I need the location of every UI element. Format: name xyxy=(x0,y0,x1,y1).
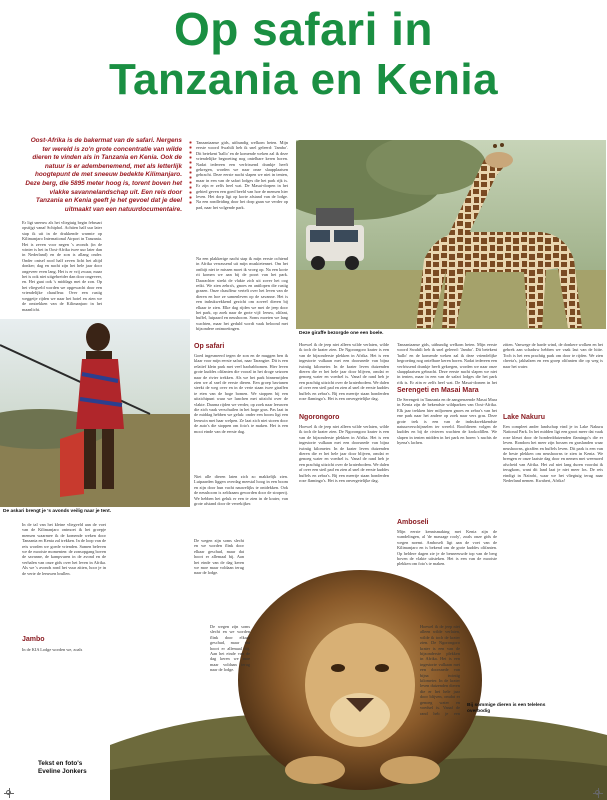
intro-paragraph: Oost-Afrika is de bakermat van de safari. Nergens ter wereld is zo'n grote concentratie van wilde dieren te vinden als in Tanzania en Kenia. Ook de natuur is er adembenemend, met als letterlijk hoogtepunt de met sneeuw bedekte Kilimanjaro. Deze berg, die 5895 meter hoog is, torent boven het vlakke savannelandschap uit. Een reis door Tanzania en Kenia geeft je het gevoel dat je deel uitmaakt van een natuurdocumentaire. xyxy=(25,137,182,213)
jambo-text: In de KIA Lodge worden we, zoals xyxy=(22,647,83,652)
credit-line-1: Tekst en foto's xyxy=(38,760,83,767)
heading-lake-nakuru: Lake Nakuru xyxy=(503,414,546,421)
registration-mark-icon xyxy=(4,788,14,798)
column-4-top-text: Tanzaniaanse gids, uitbundig welkom heten. Mijn eerste woord Swahili heb ik snel geleerd: 'Jambo'. Dit betekent 'hallo' en de komende weken zal ik deze vriendelijke begroeting nog ontelbare keren horen. Nadat iedereen een verfrissend drankje heeft gekregen, worden we naar onze slaapplaatsen gebracht. Deze eerste nacht slapen we niet in tenten, maar in een van de safari lodges die het park rijk is. Er zijn er zelfs heel wat. De Masai-dorpen in het xyxy=(397,342,497,384)
page-title-line-1: Op safari in xyxy=(173,3,434,55)
column-2-bottom-text: De wegen zijn soms slecht en we worden flink door elkaar geschud, maar dat hoort er allemaal bij. Aan het einde van de dag keren we moe maar voldaan terug naar de lodge. xyxy=(194,538,244,576)
heading-ngorongoro: Ngorongoro xyxy=(299,414,340,421)
column-2-mid-text: Na een plakkerige nacht stap ik mijn eerste ochtend in Afrika verrassend uit mijn muskietennet. Om het ontbijt niet te missen moet ik vroeg op. Na een korte rit komen we aan bij de poort van het park. Daarachter strekt de vlakte zich uit zover het oog reikt. We zien zebra's, gnoes en antilopen die rustig grazen. Onze chauffeur vertelt over het leven van de dieren en hoe ze samenleven op de savanne. Het is een indrukwekkend gezicht om zoveel dieren bij elkaar te zien. Elke dag rijden we met de jeep door het park, op zoek naar de grote vijf: leeuw, olifant, buffel, luipaard en neushoorn. Soms moeten we lang wachten, maar het geduld wordt vaak beloond met bijzondere ontmoetingen. xyxy=(196,256,288,332)
giraffe-caption: Deze giraffe bezorgde one een boele. xyxy=(299,331,384,336)
credit-line-2: Eveline Jonkers xyxy=(38,768,87,775)
column-2-wrap-text: De wegen zijn soms slecht en we worden flink door elkaar geschud, maar dat hoort er allemaal bij. Aan het einde van de dag keren we moe maar voldaan terug naar de lodge. xyxy=(210,624,250,673)
column-1-top-text: Er ligt sneeuw als het vliegtuig begin februari opstijgt vanaf Schiphol. Achtien half uur later stap ik uit in de drukkende warmte op Kilimanjaro International Airport in Tanzania. Het is zeven voor negen 's avonds (in de winter is het in Oost-Afrika twee uur later dan in Nederland) en de zon is allang onder. Onder ontsel rood half zeven licht het altijd donker; dag en nacht zijn het hele jaar door ongeveer even lang. Het is er vrij zwaar, maar het is ook niet uitgebreider dan door ongeveer, en. Het gaat ook 's middags met de zon. Op het vliegveld worden we opgewacht door een vriendelijke chauffeur. Over een rustig weggetje rijden we naar het hotel en zien we de omtrekken van de Kilimanjaro in het maanlicht. xyxy=(22,220,102,312)
heading-jambo: Jambo xyxy=(22,636,45,643)
lion-caption: Bij sommige dieren is een telelens overbodig xyxy=(467,703,546,714)
page-title-line-2: Tanzania en Kenia xyxy=(108,55,499,104)
heading-op-safari: Op safari xyxy=(194,343,225,350)
serengeti-text: De Serengeti in Tanzania en de aangrenzende Masai Mara in Kenia zijn de bekendste wildparken van Oost-Afrika. Elk jaar trekken hier miljoenen gnoes en zebra's van het ene park naar het andere op zoek naar vers gras. Deze grote trek is een van de indrukwekkendste natuurverschijnselen ter wereld. Roofdieren volgen de kuddes en bij de rivieren wachten de krokodillen. We slapen in tenten midden in het park en horen 's nachts de hyena's lachen. xyxy=(397,397,497,446)
op-safari-text: Goed ingesmeerd tegen de zon en de muggen ben ik klaar voor mijn eerste safari, naar Tarangire. Dit is een relatief klein park met veel baobabbomen. Hier leven grote kuddes olifanten die vooral in het droge seizoen naar de rivier trekken. Als we het park binnenrijden zien we al snel de eerste dieren. Een groep bavianen steekt de weg over en in de verte staan twee giraffen te eten van de hoge bomen. We stoppen bij een uitzichtpunt waar we lunchen met uitzicht over de vlakte. Daarna rijden we verder, op zoek naar leeuwen die zich vaak verschuilen in het hoge gras. Pas laat in de middag hebben we geluk: onder een boom ligt een leeuwin met haar welpen. Ze laat zich niet storen door de auto's die stoppen om foto's te maken. Het is een mooi einde van de eerste dag. xyxy=(194,353,288,434)
nakuru-text: Een compleet ander landschap vind je in Lake Nakuru National Park. In het midden ligt een groot meer dat vaak roze kleurt door de honderdduizenden flamingo's die er leven. Rondom het meer zijn bossen en graslanden waar neushoorns, giraffen en buffels leven. Dit park is een van de beste plekken om neushoorns te zien in Kenia. We brengen er onze laatste dag door en nemen met weemoed afscheid van Afrika. Het zal niet lang duren voordat ik terugkom, want dit land laat je niet meer los. De reis eindigt in Nairobi, waar we het vliegtuig terug naar Nederland nemen. Kwaheri, Afrika! xyxy=(503,424,603,484)
heading-serengeti: Serengeti en Masai Mara xyxy=(397,387,479,394)
giraffe-photo xyxy=(296,140,606,329)
masai-photo xyxy=(0,319,190,507)
amboseli-text: Mijn eerste kennismaking met Kenia zijn de wandelingen, al 'de massage rooly', zoals onze gids de wegen noemt. Amboseli ligt aan de voet van de Kilimanjaro en is bekend om de grote kuddes olifanten. Op heldere dagen zie je de besneeuwde top van de berg boven de vlakte uitsteken. Het is een van de mooiste plekken om foto's te maken. xyxy=(397,529,497,567)
column-5-top-text: zitten. Vanwege de harde wind, de donkere wolken en het gebrek aan schaduw hebben we vaak last van de hitte. Toch is het een prachtig park om door te rijden. We zien cheeta's, jakhalzen en een groep olifanten die op weg is naar het water. xyxy=(503,342,603,369)
column-3-top-text: Hoewel ik de jeep niet alleen wilde verlaten, wilde ik toch de krater zien. De Ngorongoro krater is een van de bijzonderste plekken in Afrika. Het is een ingestorte vulkaan met een doorsnede van bijna twintig kilometer. In de krater leven duizenden dieren die er het hele jaar door blijven, omdat er genoeg water en voedsel is. Vanaf de rand heb je een prachtig uitzicht over de kraterbodem. We dalen af over een steil pad en zien al snel de eerste kuddes buffels en zebra's. Bij een meertje staan honderden roze flamingo's. Het is een onvergetelijke dag. xyxy=(299,342,389,402)
ngorongoro-wrap-text: Hoewel ik de jeep niet alleen wilde verlaten, wilde ik toch de krater zien. De Ngorongoro krater is een van de bijzonderste plekken in Afrika. Het is een ingestorte vulkaan met een doorsnede van bijna twintig kilometer. In de krater leven duizenden dieren die er het hele jaar door blijven, omdat er genoeg water en voedsel is. Vanaf de rand heb je een xyxy=(420,624,460,716)
lion-photo xyxy=(110,530,607,800)
ngorongoro-text: Hoewel ik de jeep niet alleen wilde verlaten, wilde ik toch de krater zien. De Ngorongoro krater is een van de bijzonderste plekken in Afrika. Het is een ingestorte vulkaan met een doorsnede van bijna twintig kilometer. In de krater leven duizenden dieren die er het hele jaar door blijven, omdat er genoeg water en voedsel is. Vanaf de rand heb je een prachtig uitzicht over de kraterbodem. We dalen af over een steil pad en zien al snel de eerste kuddes buffels en zebra's. Bij een meertje staan honderden roze flamingo's. Het is een onvergetelijke dag. xyxy=(299,424,389,484)
column-2-top-text: Tanzaniaanse gids, uitbundig welkom heten. Mijn eerste woord Swahili heb ik snel geleerd: 'Jambo'. Dit betekent 'hallo' en de komende weken zal ik deze vriendelijke begroeting nog ontelbare keren horen. Nadat iedereen een verfrissend drankje heeft gekregen, worden we naar onze slaapplaatsen gebracht. Deze eerste nacht slapen we niet in tenten, maar in een van de safari lodges die het park rijk is. Er zijn er zelfs heel wat. De Masai-dorpen in het gebied geven een goed beeld van hoe de mensen hier leven. Het dorp ligt op korte afstand van de lodge. Na een rondleiding door het dorp gaan we verder op pad, naar het volgende park. xyxy=(196,140,288,210)
column-1-bottom-text: In de tal van het kleine vliegveld aan de voet van de Kilimanjaro ontmoet ik het groepje mensen waarmee ik de komende weken door Tanzania en Kenia zal trekken. In de loop van de reis worden we goede vrienden. Samen beleven we de mooiste momenten: de zonsopgang boven de savanne, de kampvuren in de avond en de verhalen van onze gids over het leven in Afrika. Als we 's avonds rond het vuur zitten, hoor je in de verte de leeuwen brullen. xyxy=(22,522,106,576)
masai-caption: De askari brengt je 's avonds veilig naar je tent. xyxy=(3,509,112,514)
dotted-divider xyxy=(189,140,192,206)
registration-mark-icon xyxy=(593,788,603,798)
author-credit xyxy=(38,760,87,776)
heading-amboseli: Amboseli xyxy=(397,519,429,526)
op-safari-text-2: Niet alle dieren laten zich zo makkelijk zien. Luipaarden liggen overdag meestal hoog in een boom en zijn door hun vacht nauwelijks te ontdekken. Ook de neushoorn is zeldzaam geworden door de stroperij. We hebben het geluk er een te zien in de krater, van grote afstand door de verrekijker. xyxy=(194,474,288,507)
